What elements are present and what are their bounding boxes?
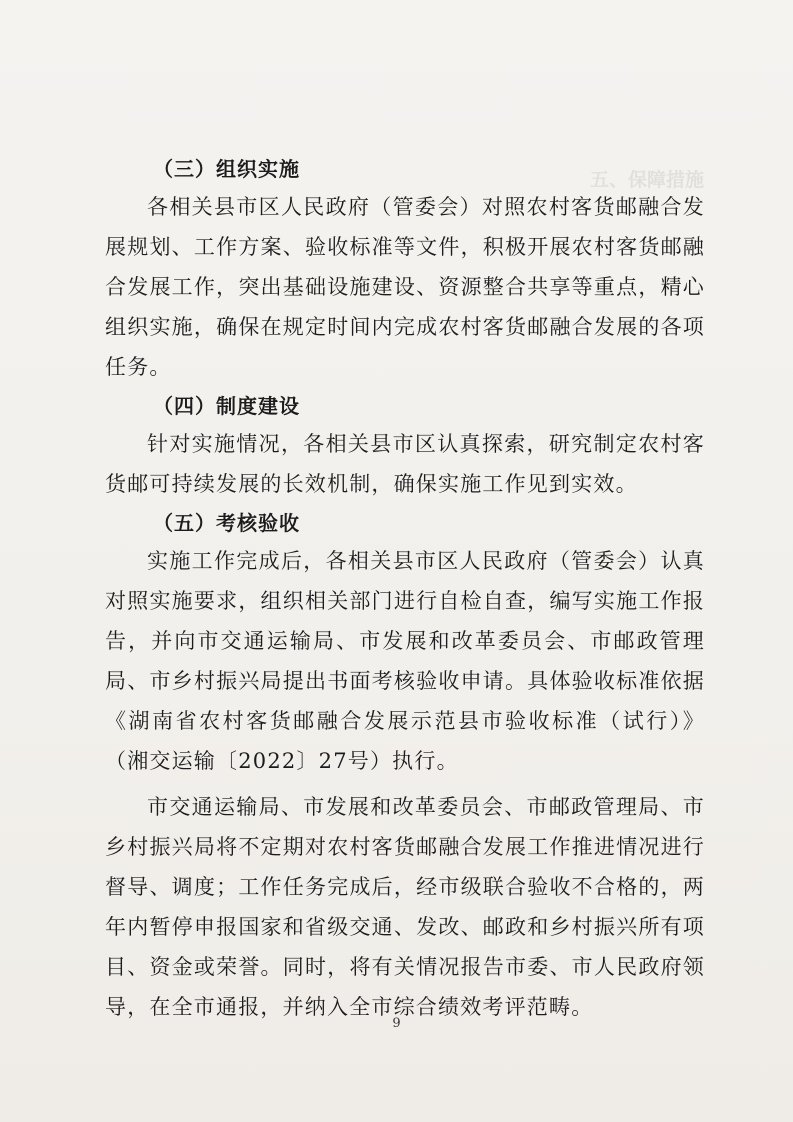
section-5-paragraph-2: 市交通运输局、市发展和改革委员会、市邮政管理局、市乡村振兴局将不定期对农村客货邮融合发展工作推进情况进行督导、调度；工作任务完成后，经市级联合验收不合格的，两年内暂停申报国家和省级交通、发改、邮政和乡村振兴所有项目、资金或荣誉。同时，将有关情况报告市委、市人民政府领导，在全市通报，并纳入全市综合绩效考评范畴。: [105, 795, 705, 1019]
section-5-paragraph-1: 实施工作完成后，各相关县市区人民政府（管委会）认真对照实施要求，组织相关部门进行自检自查，编写实施工作报告，并向市交通运输局、市发展和改革委员会、市邮政管理局、市乡村振兴局提出书面考核验收申请。具体验收标准依据《湖南省农村客货邮融合发展示范县市验收标准（试行）》（湘交运输〔2022〕27号）执行。: [105, 549, 705, 773]
bleed-through-shadow: 五、保障措施: [590, 169, 705, 191]
section-heading-5: （五）考核验收: [153, 511, 300, 535]
section-4-paragraph-1: 针对实施情况，各相关县市区认真探索，研究制定农村客货邮可持续发展的长效机制，确保实施工作见到实效。: [105, 432, 705, 496]
page-number: 9: [392, 1016, 401, 1031]
section-heading-3: （三）组织实施: [153, 157, 300, 181]
document-body: [105, 150, 705, 1027]
section-3-paragraph-1: 各相关县市区人民政府（管委会）对照农村客货邮融合发展规划、工作方案、验收标准等文件，积极开展农村客货邮融合发展工作，突出基础设施建设、资源整合共享等重点，精心组织实施，确保在规定时间内完成农村客货邮融合发展的各项任务。: [105, 195, 705, 379]
section-heading-4: （四）制度建设: [153, 394, 300, 418]
